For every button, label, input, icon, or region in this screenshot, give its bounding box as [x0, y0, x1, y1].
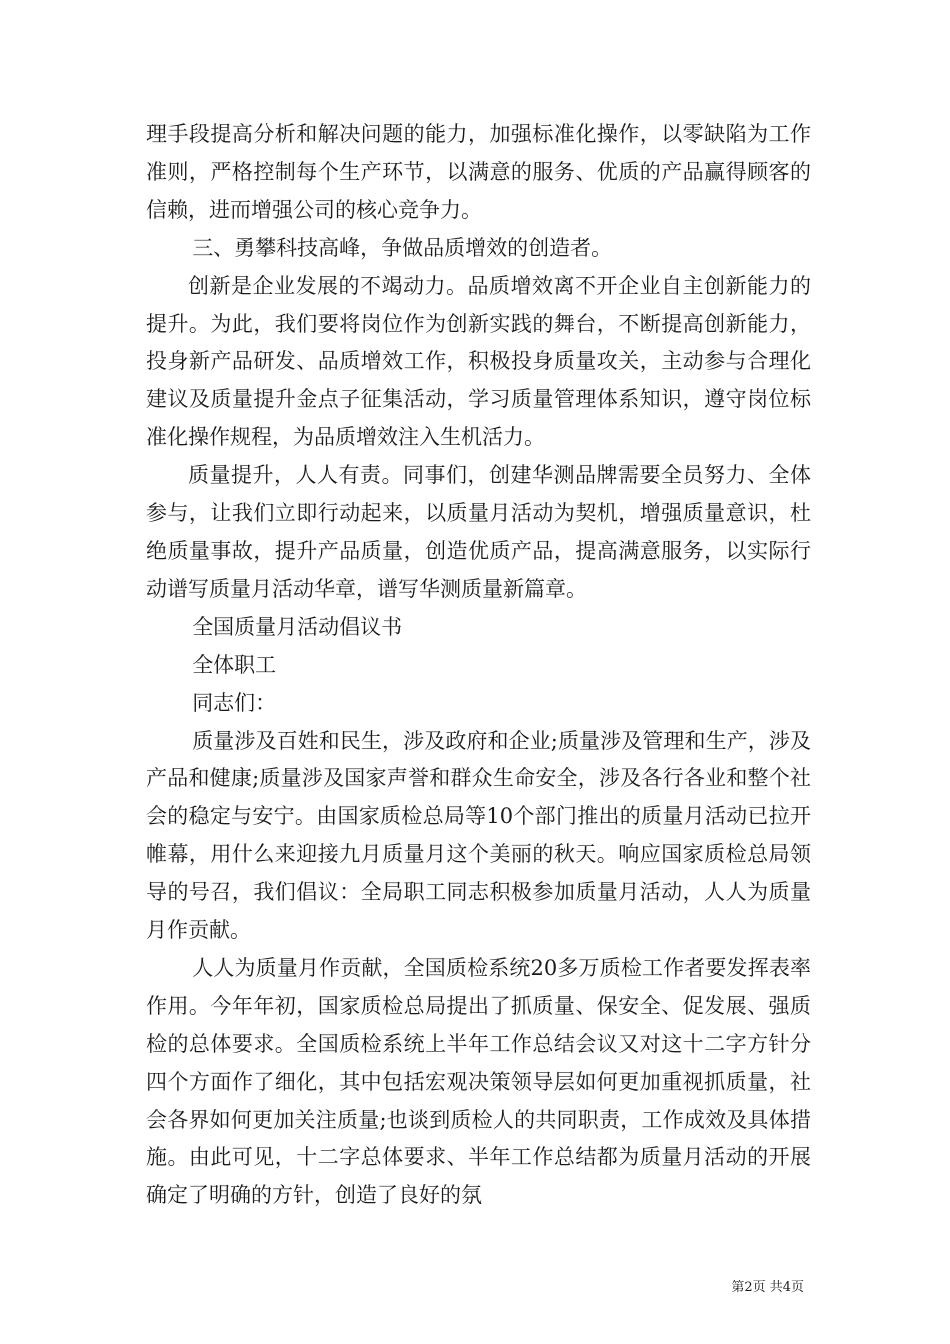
page-number: 第2页 共4页: [731, 1280, 804, 1295]
document-title: 全国质量月活动倡议书: [192, 614, 403, 639]
section-heading: 三、勇攀科技高峰，争做品质增效的创造者。: [192, 235, 613, 260]
salutation: 同志们：: [192, 690, 277, 715]
paragraph-quality-responsibility: 质量提升，人人有责。同事们，创建华测品牌需要全员努力、全体参与，让我们立即行动起来，以质量月活动为契机，增强质量意识，杜绝质量事故，提升产品质量，创造优质产品，提高满意服务，以实际行动谱写质量月活动华章，谱写华测质量新篇章。: [146, 463, 811, 601]
paragraph-contribution: 人人为质量月作贡献，全国质检系统20多万质检工作者要发挥表率作用。今年年初，国家质检总局提出了抓质量、保安全、促发展、强质检的总体要求。全国质检系统上半年工作总结会议又对这十二字方针分四个方面作了细化，其中包括宏观决策领导层如何更加重视抓质量，社会各界如何更加关注质量;也谈到质检人的共同职责，工作成效及具体措施。由此可见，十二字总体要求、半年工作总结都为质量月活动的开展确定了明确的方针，创造了良好的氛: [146, 955, 811, 1208]
paragraph-continuation: 理手段提高分析和解决问题的能力，加强标准化操作，以零缺陷为工作准则，严格控制每个生产环节，以满意的服务、优质的产品赢得顾客的信赖，进而增强公司的核心竞争力。: [146, 122, 811, 222]
document-body: [146, 116, 811, 1215]
addressee: 全体职工: [192, 652, 277, 677]
paragraph-innovation: 创新是企业发展的不竭动力。品质增效离不开企业自主创新能力的提升。为此，我们要将岗位作为创新实践的舞台，不断提高创新能力，投身新产品研发、品质增效工作，积极投身质量攻关，主动参与合理化建议及质量提升金点子征集活动，学习质量管理体系知识，遵守岗位标准化操作规程，为品质增效注入生机活力。: [146, 273, 811, 450]
paragraph-quality-scope: 质量涉及百姓和民生，涉及政府和企业;质量涉及管理和生产，涉及产品和健康;质量涉及国家声誉和群众生命安全，涉及各行各业和整个社会的稳定与安宁。由国家质检总局等10个部门推出的质量月活动已拉开帷幕，用什么来迎接九月质量月这个美丽的秋天。响应国家质检总局领导的号召，我们倡议：全局职工同志积极参加质量月活动，人人为质量月作贡献。: [146, 728, 811, 943]
